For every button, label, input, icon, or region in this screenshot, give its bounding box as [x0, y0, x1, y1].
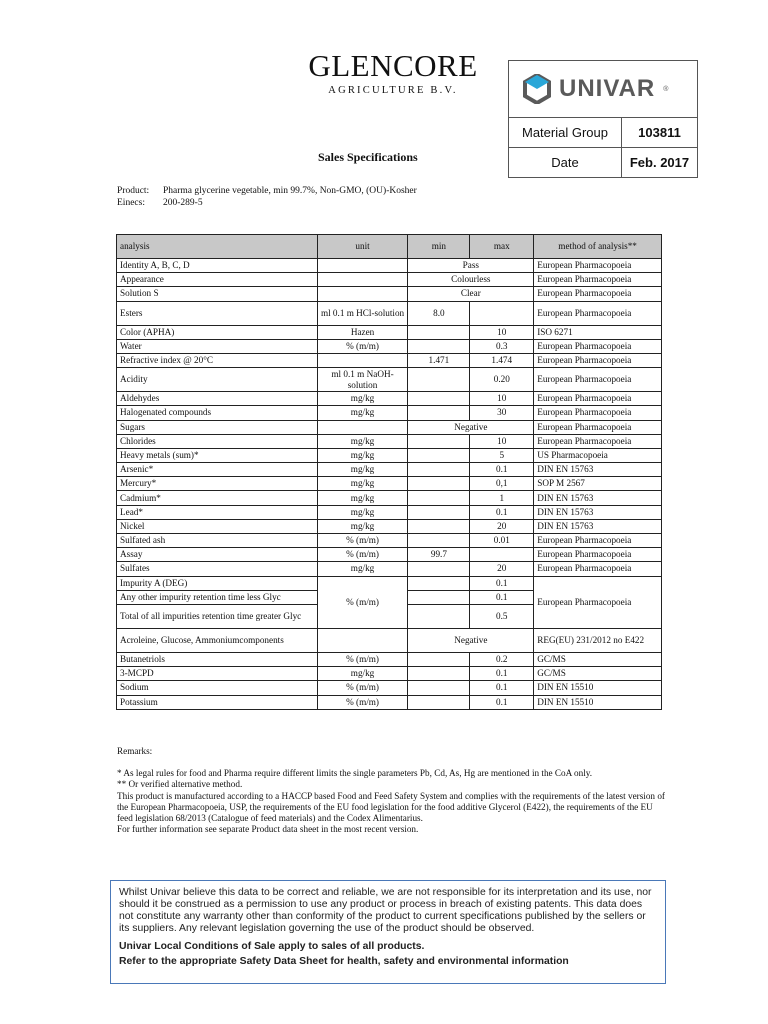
cell-min: 99.7	[408, 548, 470, 562]
cell-unit	[317, 353, 408, 367]
cell-min	[408, 406, 470, 420]
einecs-label: Einecs:	[117, 197, 145, 208]
cell-max: 30	[470, 406, 534, 420]
cell-max: 0.1	[470, 463, 534, 477]
product-label: Product:	[117, 186, 150, 196]
table-row	[117, 448, 662, 462]
cell-analysis: Water	[117, 339, 318, 353]
cell-max: 0.1	[470, 695, 534, 709]
cell-max: 20	[470, 562, 534, 576]
cell-method: European Pharmacopoeia	[534, 273, 662, 287]
registered-mark: ®	[663, 85, 669, 93]
cell-unit: ml 0.1 m NaOH-solution	[317, 368, 408, 392]
univar-box	[508, 60, 698, 178]
cell-method: European Pharmacopoeia	[534, 353, 662, 367]
table-row	[117, 534, 662, 548]
cell-method: European Pharmacopoeia	[534, 548, 662, 562]
cell-method: European Pharmacopoeia	[534, 301, 662, 325]
cell-analysis: 3-MCPD	[117, 667, 318, 681]
cell-method: European Pharmacopoeia	[534, 392, 662, 406]
cell-analysis: Identity A, B, C, D	[117, 259, 318, 273]
cell-min	[408, 519, 470, 533]
cell-analysis: Sulfates	[117, 562, 318, 576]
cell-unit: mg/kg	[317, 448, 408, 462]
cell-max: 0.1	[470, 505, 534, 519]
cell-method: DIN EN 15763	[534, 491, 662, 505]
product-value: Pharma glycerine vegetable, min 99.7%, Non-GMO, (OU)-Kosher	[163, 186, 417, 196]
cell-min	[408, 695, 470, 709]
cell-analysis: Acroleine, Glucose, Ammoniumcomponents	[117, 628, 318, 652]
header-max: max	[470, 235, 534, 259]
cell-analysis: Total of all impurities retention time greater Glyc	[117, 604, 318, 628]
cell-unit: mg/kg	[317, 505, 408, 519]
table-row	[117, 548, 662, 562]
table-row	[117, 420, 662, 434]
cell-max: 1	[470, 491, 534, 505]
cell-analysis: Color (APHA)	[117, 325, 318, 339]
disclaimer-sds: Refer to the appropriate Safety Data Sheet for health, safety and environmental information	[119, 956, 569, 967]
cell-unit: mg/kg	[317, 392, 408, 406]
cell-min	[408, 681, 470, 695]
cell-min	[408, 368, 470, 392]
cell-analysis: Butanetriols	[117, 652, 318, 666]
glencore-logo	[300, 48, 486, 98]
cell-limit: Pass	[408, 259, 534, 273]
cell-unit: mg/kg	[317, 463, 408, 477]
cell-method: DIN EN 15510	[534, 695, 662, 709]
cell-unit: mg/kg	[317, 519, 408, 533]
cell-min	[408, 448, 470, 462]
date-label: Date	[509, 148, 622, 177]
table-row	[117, 477, 662, 491]
cell-max: 0.1	[470, 667, 534, 681]
cell-analysis: Aldehydes	[117, 392, 318, 406]
cell-max	[470, 301, 534, 325]
material-group-row	[509, 118, 697, 148]
cell-method: European Pharmacopoeia	[534, 534, 662, 548]
date-row	[509, 148, 697, 177]
cell-limit: Clear	[408, 287, 534, 301]
cell-unit: mg/kg	[317, 562, 408, 576]
cell-min	[408, 562, 470, 576]
cell-unit: % (m/m)	[317, 534, 408, 548]
disclaimer-text: Whilst Univar believe this data to be correct and reliable, we are not responsible for its interpretation and its use, nor should it be construed as a permission to use any product or process in breach of existing patents. This data does not constitute any warranty other than conformity of the product to current specifications published by the sellers or its suppliers. Any relevant legislation governing the use of the product should be observed.	[119, 887, 652, 934]
univar-hexagon-icon	[523, 74, 551, 104]
cell-max: 0,1	[470, 477, 534, 491]
cell-analysis: Refractive index @ 20°C	[117, 353, 318, 367]
cell-method: European Pharmacopoeia	[534, 287, 662, 301]
cell-max: 10	[470, 434, 534, 448]
cell-analysis: Cadmium*	[117, 491, 318, 505]
table-row	[117, 325, 662, 339]
cell-unit	[317, 287, 408, 301]
cell-max: 0.1	[470, 576, 534, 590]
cell-max: 0.3	[470, 339, 534, 353]
remark-2: ** Or verified alternative method.	[117, 779, 243, 790]
cell-max: 0.1	[470, 681, 534, 695]
cell-unit: mg/kg	[317, 491, 408, 505]
cell-min	[408, 339, 470, 353]
cell-unit: % (m/m)	[317, 695, 408, 709]
cell-method: US Pharmacopoeia	[534, 448, 662, 462]
cell-unit	[317, 420, 408, 434]
table-row	[117, 353, 662, 367]
remark-3: This product is manufactured according to a HACCP based Food and Feed Safety System and complies with the requirements of the latest version of the European Pharmacopoeia, USP, the requirements of the EU food legislation for the food additive Glycerol (E422), the requirements of the EU feed legislation 68/2013 (Catalogue of feed materials) and the Codex Alimentarius.	[117, 790, 665, 824]
cell-min	[408, 463, 470, 477]
cell-analysis: Esters	[117, 301, 318, 325]
cell-method: European Pharmacopoeia	[534, 434, 662, 448]
cell-limit: Negative	[408, 628, 534, 652]
cell-unit: ml 0.1 m HCl-solution	[317, 301, 408, 325]
cell-analysis: Appearance	[117, 273, 318, 287]
cell-method: European Pharmacopoeia	[534, 368, 662, 392]
cell-unit: % (m/m)	[317, 548, 408, 562]
table-row	[117, 681, 662, 695]
cell-unit: mg/kg	[317, 667, 408, 681]
cell-analysis: Heavy metals (sum)*	[117, 448, 318, 462]
table-row	[117, 368, 662, 392]
cell-unit: mg/kg	[317, 477, 408, 491]
cell-method: GC/MS	[534, 652, 662, 666]
header-min: min	[408, 235, 470, 259]
product-info	[117, 186, 417, 209]
cell-method: DIN EN 15763	[534, 519, 662, 533]
table-row	[117, 562, 662, 576]
cell-max	[470, 548, 534, 562]
cell-method: European Pharmacopoeia	[534, 576, 662, 628]
cell-min	[408, 576, 470, 590]
cell-max: 0.5	[470, 604, 534, 628]
cell-method: European Pharmacopoeia	[534, 339, 662, 353]
cell-analysis: Assay	[117, 548, 318, 562]
cell-analysis: Arsenic*	[117, 463, 318, 477]
cell-limit: Colourless	[408, 273, 534, 287]
cell-analysis: Lead*	[117, 505, 318, 519]
cell-analysis: Sugars	[117, 420, 318, 434]
cell-max: 0.01	[470, 534, 534, 548]
cell-max: 10	[470, 325, 534, 339]
cell-analysis: Chlorides	[117, 434, 318, 448]
cell-analysis: Sulfated ash	[117, 534, 318, 548]
cell-max: 5	[470, 448, 534, 462]
cell-unit	[317, 273, 408, 287]
cell-min	[408, 477, 470, 491]
table-row	[117, 273, 662, 287]
cell-min	[408, 652, 470, 666]
date-value: Feb. 2017	[629, 155, 690, 170]
cell-min: 1.471	[408, 353, 470, 367]
table-row	[117, 301, 662, 325]
cell-min	[408, 590, 470, 604]
cell-max: 20	[470, 519, 534, 533]
cell-min	[408, 505, 470, 519]
cell-method: European Pharmacopoeia	[534, 259, 662, 273]
cell-unit: mg/kg	[317, 434, 408, 448]
cell-analysis: Potassium	[117, 695, 318, 709]
disclaimer-box	[110, 880, 666, 984]
table-row	[117, 695, 662, 709]
remarks-section	[117, 746, 669, 835]
cell-analysis: Halogenated compounds	[117, 406, 318, 420]
cell-unit	[317, 259, 408, 273]
table-row	[117, 339, 662, 353]
cell-method: REG(EU) 231/2012 no E422	[534, 628, 662, 652]
cell-unit: % (m/m)	[317, 576, 408, 628]
table-row	[117, 519, 662, 533]
cell-unit	[317, 628, 408, 652]
cell-min	[408, 392, 470, 406]
table-row	[117, 434, 662, 448]
specification-table	[116, 234, 662, 710]
cell-min	[408, 325, 470, 339]
cell-method: GC/MS	[534, 667, 662, 681]
cell-analysis: Sodium	[117, 681, 318, 695]
material-group-value: 103811	[638, 125, 681, 140]
page-title: Sales Specifications	[318, 150, 418, 164]
cell-min	[408, 534, 470, 548]
cell-unit: mg/kg	[317, 406, 408, 420]
company-name: GLENCORE	[308, 48, 478, 83]
cell-method: European Pharmacopoeia	[534, 562, 662, 576]
cell-min: 8.0	[408, 301, 470, 325]
table-header-row	[117, 235, 662, 259]
remark-1: * As legal rules for food and Pharma require different limits the single parameters Pb, Cd, As, Hg are mentioned in the CoA only.	[117, 768, 593, 779]
header-analysis: analysis	[117, 235, 318, 259]
cell-analysis: Mercury*	[117, 477, 318, 491]
cell-max: 10	[470, 392, 534, 406]
table-row	[117, 491, 662, 505]
table-row	[117, 667, 662, 681]
remarks-heading: Remarks:	[117, 746, 153, 756]
einecs-value: 200-289-5	[163, 197, 203, 208]
cell-max: 0.20	[470, 368, 534, 392]
cell-min	[408, 604, 470, 628]
cell-limit: Negative	[408, 420, 534, 434]
cell-unit: % (m/m)	[317, 652, 408, 666]
cell-method: SOP M 2567	[534, 477, 662, 491]
material-group-label: Material Group	[509, 118, 622, 147]
cell-unit: Hazen	[317, 325, 408, 339]
cell-unit: % (m/m)	[317, 339, 408, 353]
table-row	[117, 259, 662, 273]
cell-analysis: Any other impurity retention time less Glyc	[117, 590, 318, 604]
univar-logo	[509, 61, 697, 118]
cell-max: 1.474	[470, 353, 534, 367]
table-row	[117, 576, 662, 590]
cell-max: 0.2	[470, 652, 534, 666]
table-row	[117, 652, 662, 666]
cell-method: DIN EN 15510	[534, 681, 662, 695]
table-row	[117, 287, 662, 301]
cell-min	[408, 434, 470, 448]
cell-max: 0.1	[470, 590, 534, 604]
disclaimer-conditions: Univar Local Conditions of Sale apply to sales of all products.	[119, 941, 425, 952]
cell-analysis: Solution S	[117, 287, 318, 301]
univar-wordmark: UNIVAR	[559, 75, 656, 102]
remark-4: For further information see separate Product data sheet in the most recent version.	[117, 824, 419, 835]
header-method: method of analysis**	[534, 235, 662, 259]
cell-min	[408, 667, 470, 681]
cell-method: European Pharmacopoeia	[534, 420, 662, 434]
cell-method: DIN EN 15763	[534, 505, 662, 519]
company-subtitle: AGRICULTURE B.V.	[328, 85, 458, 96]
cell-analysis: Impurity A (DEG)	[117, 576, 318, 590]
cell-min	[408, 491, 470, 505]
cell-unit: % (m/m)	[317, 681, 408, 695]
table-row	[117, 463, 662, 477]
cell-analysis: Nickel	[117, 519, 318, 533]
cell-method: European Pharmacopoeia	[534, 406, 662, 420]
cell-analysis: Acidity	[117, 368, 318, 392]
table-row	[117, 628, 662, 652]
table-row	[117, 505, 662, 519]
cell-method: DIN EN 15763	[534, 463, 662, 477]
table-row	[117, 392, 662, 406]
cell-method: ISO 6271	[534, 325, 662, 339]
header-unit: unit	[317, 235, 408, 259]
table-row	[117, 406, 662, 420]
